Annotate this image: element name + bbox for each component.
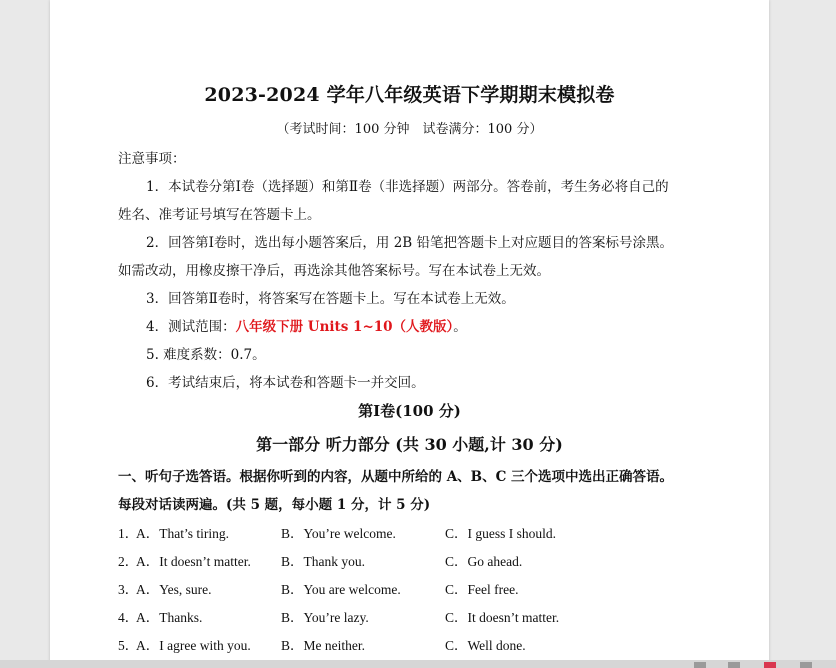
notice-1a: 1．本试卷分第Ⅰ卷（选择题）和第Ⅱ卷（非选择题）两部分。答卷前，考生务必将自己的 [146, 179, 669, 195]
question-number: 4． [118, 610, 139, 625]
zoom-icon[interactable] [800, 662, 812, 668]
page-view-icon[interactable] [694, 662, 706, 668]
layout-icon[interactable] [728, 662, 740, 668]
section-instruction-2: 每段对话读两遍。(共 5 题，每小题 1 分，计 5 分) [118, 497, 431, 513]
question-number: 3． [118, 582, 139, 597]
notice-3: 3．回答第Ⅱ卷时，将答案写在答题卡上。写在本试卷上无效。 [146, 291, 515, 307]
document-page [50, 0, 769, 668]
question-number: 5． [118, 638, 139, 653]
option-a: A．That’s tiring. [136, 526, 229, 541]
option-b: B．Thank you. [281, 554, 365, 569]
notice-6: 6．考试结束后，将本试卷和答题卡一并交回。 [146, 375, 425, 391]
status-bar [0, 660, 836, 668]
question-number: 2． [118, 554, 139, 569]
option-c: C．Feel free. [445, 582, 519, 597]
option-a: A．I agree with you. [136, 638, 251, 653]
option-c: C．Go ahead. [445, 554, 523, 569]
option-c: C．I guess I should. [445, 526, 556, 541]
section-instruction-1: 一、听句子选答语。根据你听到的内容，从题中所给的 A、B、C 三个选项中选出正确答语。 [118, 469, 674, 485]
option-b: B．You are welcome. [281, 582, 401, 597]
notice-2b: 如需改动，用橡皮擦干净后，再选涂其他答案标号。写在本试卷上无效。 [118, 263, 550, 279]
option-a: A．Thanks. [136, 610, 203, 625]
notice-4-prefix: 4．测试范围： [146, 319, 236, 335]
test-range: 八年级下册 Units 1~10（人教版） [235, 319, 454, 335]
notice-4-suffix: 。 [453, 319, 467, 335]
part-heading: 第一部分 听力部分 (共 30 小题,计 30 分) [256, 435, 563, 454]
notice-heading: 注意事项： [118, 151, 186, 167]
question-number: 1． [118, 526, 139, 541]
option-b: B．Me neither. [281, 638, 365, 653]
reader-mode-icon[interactable] [764, 662, 776, 668]
exam-subtitle: （考试时间：100 分钟 试卷满分：100 分） [276, 122, 543, 137]
volume-heading: 第Ⅰ卷(100 分) [358, 402, 461, 420]
option-c: C．It doesn’t matter. [445, 610, 560, 625]
option-a: A．It doesn’t matter. [136, 554, 251, 569]
notice-4 [146, 315, 467, 335]
notice-2a: 2．回答第Ⅰ卷时，选出每小题答案后，用 2B 铅笔把答题卡上对应题目的答案标号涂黑。 [146, 235, 674, 251]
option-b: B．You’re welcome. [281, 526, 396, 541]
option-b: B．You’re lazy. [281, 610, 369, 625]
exam-title: 2023-2024 学年八年级英语下学期期末模拟卷 [204, 84, 615, 106]
option-a: A．Yes, sure. [136, 582, 212, 597]
option-c: C．Well done. [445, 638, 526, 653]
notice-5: 5. 难度系数：0.7。 [146, 347, 266, 363]
notice-1b: 姓名、准考证号填写在答题卡上。 [118, 207, 321, 223]
